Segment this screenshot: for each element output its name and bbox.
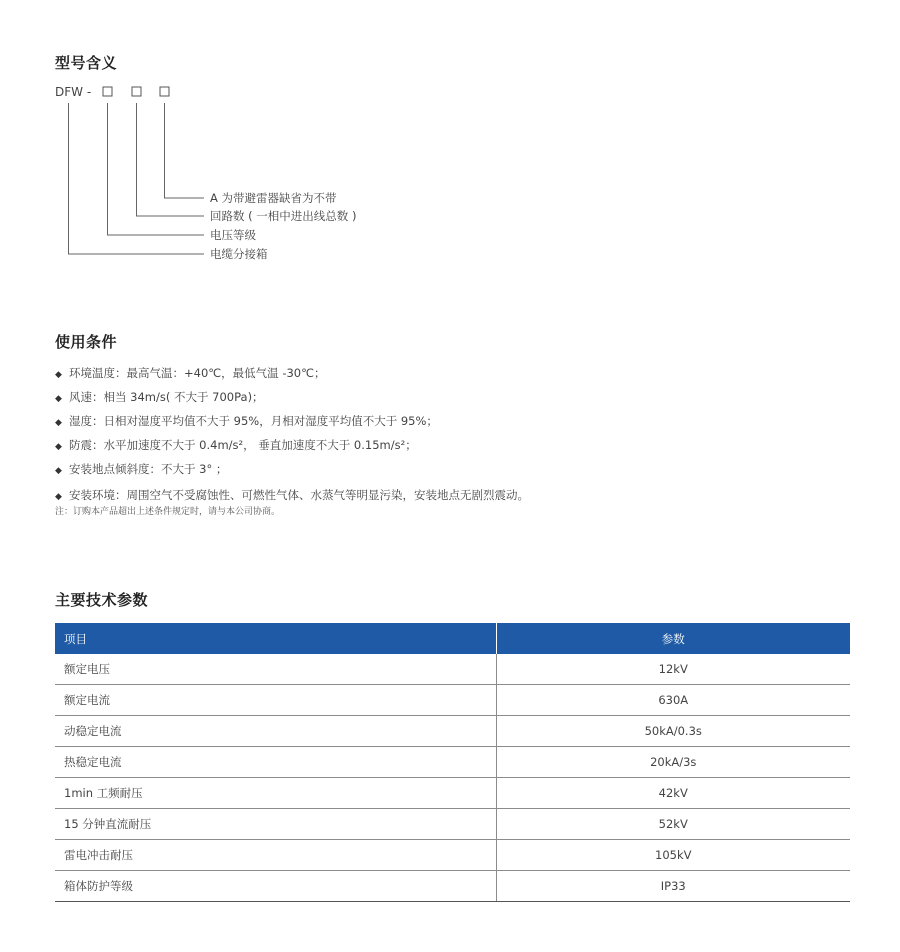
- param-value: 12kV: [496, 654, 850, 685]
- param-name: 15 分钟直流耐压: [55, 809, 496, 840]
- param-name: 热稳定电流: [55, 747, 496, 778]
- diamond-bullet-icon: ◆: [55, 442, 62, 452]
- model-code-prefix: DFW -: [55, 85, 92, 99]
- condition-text: 防震：水平加速度不大于 0.4m/s²， 垂直加速度不大于 0.15m/s²；: [69, 438, 417, 452]
- model-desc-cable-box: 电缆分接箱: [210, 247, 268, 261]
- condition-text: 安装环境：周围空气不受腐蚀性、可燃性气体、水蒸气等明显污染，安装地点无剧烈震动。: [69, 488, 529, 502]
- code-box-circuits: [132, 87, 141, 96]
- diamond-bullet-icon: ◆: [55, 394, 62, 404]
- condition-text: 安装地点倾斜度：不大于 3° ；: [69, 462, 228, 476]
- conditions-title: 使用条件: [55, 333, 118, 351]
- param-name: 箱体防护等级: [55, 871, 496, 902]
- model-desc-voltage: 电压等级: [210, 228, 256, 242]
- param-value: IP33: [496, 871, 850, 902]
- table-row: [55, 747, 850, 778]
- condition-item: [55, 385, 529, 409]
- table-row: [55, 778, 850, 809]
- table-row: [55, 871, 850, 902]
- diamond-bullet-icon: ◆: [55, 466, 62, 476]
- model-meaning-title: 型号含义: [55, 54, 118, 72]
- leader-line-voltage: [108, 103, 205, 235]
- table-header-row: [55, 623, 850, 654]
- table-row: [55, 654, 850, 685]
- condition-item: [55, 457, 529, 481]
- table-row: [55, 840, 850, 871]
- condition-text: 环境温度：最高气温：+40℃，最低气温 -30℃；: [69, 366, 326, 380]
- param-name: 1min 工频耐压: [55, 778, 496, 809]
- params-table: [55, 623, 850, 902]
- param-value: 50kA/0.3s: [496, 716, 850, 747]
- param-value: 20kA/3s: [496, 747, 850, 778]
- model-desc-arrester: A 为带避雷器缺省为不带: [210, 191, 337, 205]
- condition-text: 湿度：日相对湿度平均值不大于 95%，月相对湿度平均值不大于 95%；: [69, 414, 438, 428]
- leader-line-cable-box: [69, 103, 205, 254]
- param-value: 42kV: [496, 778, 850, 809]
- table-row: [55, 809, 850, 840]
- param-name: 动稳定电流: [55, 716, 496, 747]
- condition-text: 风速：相当 34m/s( 不大于 700Pa)；: [69, 390, 264, 404]
- leader-line-circuits: [137, 103, 205, 216]
- code-box-voltage: [103, 87, 112, 96]
- column-header-value: 参数: [496, 623, 850, 654]
- param-value: 52kV: [496, 809, 850, 840]
- diamond-bullet-icon: ◆: [55, 492, 62, 502]
- params-title: 主要技术参数: [55, 591, 149, 609]
- conditions-list: [55, 361, 529, 507]
- diamond-bullet-icon: ◆: [55, 370, 62, 380]
- diamond-bullet-icon: ◆: [55, 418, 62, 428]
- table-row: [55, 685, 850, 716]
- model-code-diagram: [0, 0, 900, 280]
- conditions-note: 注：订购本产品超出上述条件规定时，请与本公司协商。: [55, 507, 281, 517]
- condition-item: [55, 433, 529, 457]
- leader-line-arrester: [165, 103, 205, 198]
- param-name: 额定电流: [55, 685, 496, 716]
- param-name: 雷电冲击耐压: [55, 840, 496, 871]
- model-desc-circuits: 回路数 ( 一相中进出线总数 ): [210, 209, 357, 223]
- condition-item: [55, 409, 529, 433]
- column-header-item: 项目: [55, 623, 496, 654]
- param-name: 额定电压: [55, 654, 496, 685]
- param-value: 105kV: [496, 840, 850, 871]
- code-box-arrester: [160, 87, 169, 96]
- table-row: [55, 716, 850, 747]
- condition-item: [55, 361, 529, 385]
- param-value: 630A: [496, 685, 850, 716]
